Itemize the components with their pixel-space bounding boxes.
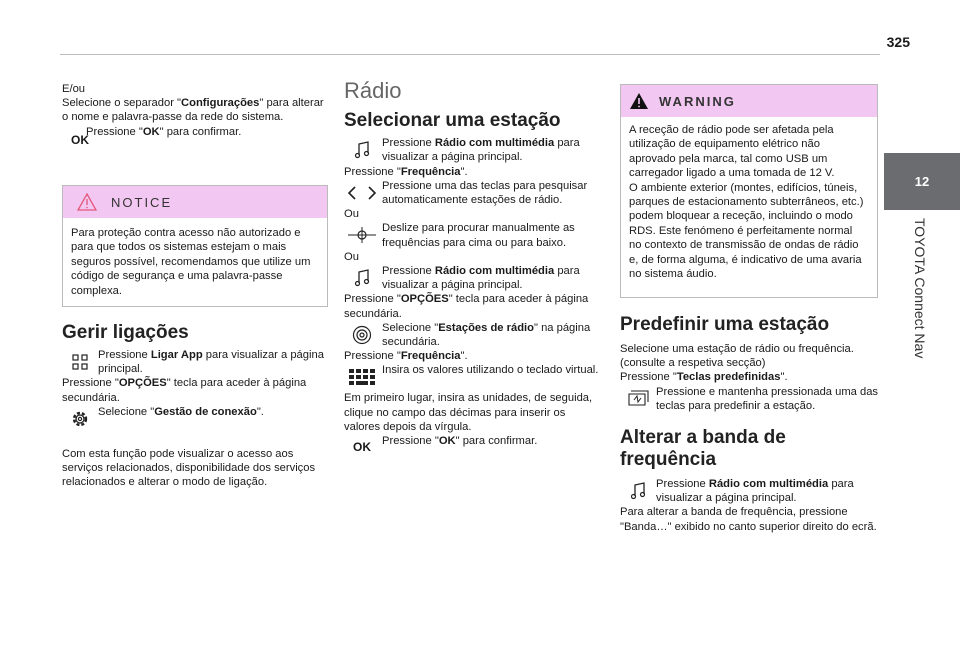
ok-step bbox=[62, 125, 326, 149]
step-ligar-app bbox=[62, 348, 326, 376]
warning-header bbox=[621, 85, 877, 117]
music-note-icon bbox=[344, 264, 380, 292]
section-heading-predefinir: Predefinir uma estação bbox=[620, 314, 830, 335]
step-radio-1 bbox=[344, 136, 602, 164]
radio-title: Rádio bbox=[344, 78, 402, 103]
radio-broadcast-icon bbox=[344, 321, 380, 349]
section-heading-alterar: Alterar a banda de frequência bbox=[620, 427, 786, 471]
column-1 bbox=[62, 82, 326, 149]
step-frequencia: Pressione "Frequência". bbox=[344, 165, 468, 178]
chapter-label-text: TOYOTA Connect Nav bbox=[912, 218, 928, 359]
header-rule bbox=[60, 54, 880, 55]
notice-box bbox=[62, 185, 328, 307]
warning-body bbox=[621, 117, 877, 289]
ok-step-2-text: Pressione "OK" para confirmar. bbox=[382, 435, 538, 448]
step-opcoes-2: Pressione "OPÇÕES" tecla para aceder à página secundária. bbox=[344, 293, 589, 320]
step-slide-text: Deslize para procurar manualmente as frequências para cima ou para baixo. bbox=[382, 222, 575, 249]
intro-paragraph: Selecione o separador "Configurações" para alterar o nome e palavra-passe da rede do sistema. bbox=[62, 97, 324, 124]
step-seek-text: Pressione uma das teclas para pesquisar automaticamente estações de rádio. bbox=[382, 179, 588, 207]
step-radio-3-text: Pressione Rádio com multimédia para visualizar a página principal. bbox=[656, 478, 854, 505]
gear-icon bbox=[62, 405, 98, 433]
keyboard-icon bbox=[344, 363, 380, 391]
ok-icon: OK bbox=[71, 132, 89, 147]
step-radio-1-text: Pressione Rádio com multimédia para visualizar a página principal. bbox=[382, 137, 580, 164]
step-estacoes-text: Selecione "Estações de rádio" na página secundária. bbox=[382, 321, 591, 349]
banda-paragraph: Para alterar a banda de frequência, pressione "Banda…" exibido no canto superior direito do ecrã. bbox=[620, 506, 877, 533]
warning-triangle-icon bbox=[77, 193, 97, 211]
column-2 bbox=[344, 78, 602, 456]
chapter-label bbox=[880, 218, 960, 408]
warning-text-1: A receção de rádio pode ser afetada pela utilização de equipamento elétrico não aprovado pela marca, tal como USB um carregador ligado a uma tomada de 12 V. bbox=[629, 124, 835, 180]
grid-apps-icon bbox=[62, 348, 98, 376]
step-hold bbox=[620, 385, 880, 413]
step-radio-2-text: Pressione Rádio com multimédia para visualizar a página principal. bbox=[382, 265, 580, 292]
notice-text: Para proteção contra acesso não autorizado e para que todos os sistemas estejam o mais seguros possível, recomendamos que utilize um código de segurança e uma palavra-passe complexa. bbox=[71, 227, 311, 297]
predefinir-paragraph: Selecione uma estação de rádio ou frequência. (consulte a respetiva secção) bbox=[620, 343, 854, 370]
warning-box bbox=[620, 84, 878, 298]
step-keyboard-text: Insira os valores utilizando o teclado virtual. bbox=[382, 364, 599, 377]
step-opcoes: Pressione "OPÇÕES" tecla para aceder à página secundária. bbox=[62, 377, 307, 404]
notice-header bbox=[63, 186, 327, 218]
chevrons-left-right-icon bbox=[344, 179, 380, 207]
tuning-slider-icon bbox=[344, 221, 380, 249]
preset-stack-icon bbox=[620, 385, 656, 413]
warning-title: WARNING bbox=[659, 93, 736, 109]
step-radio-3 bbox=[620, 477, 880, 505]
notice-title: NOTICE bbox=[111, 194, 173, 210]
ok-step-text: Pressione "OK" para confirmar. bbox=[86, 125, 242, 138]
step-estacoes bbox=[344, 321, 602, 349]
or-2: Ou bbox=[344, 250, 359, 263]
ok-step-2 bbox=[344, 434, 602, 456]
or-1: Ou bbox=[344, 208, 359, 221]
step-seek bbox=[344, 179, 602, 207]
music-note-icon bbox=[620, 477, 656, 505]
warning-text-2: O ambiente exterior (montes, edifícios, túneis, parques de estacionamento subterrâneos, etc.) podem bloquear a receção, incluindo o modo RDS. Este fenómeno é perfeitamente normal no contexto de transmissão de ondas de rádio e, de forma alguma, é indicativo de uma avaria no sistema áudio. bbox=[629, 181, 864, 281]
step-radio-2 bbox=[344, 264, 602, 292]
ok-icon: OK bbox=[353, 439, 371, 454]
closing-paragraph: Com esta função pode visualizar o acesso aos serviços relacionados, disponibilidade dos serviços relacionados e alterar o modo de ligação. bbox=[62, 447, 316, 489]
column-1-lower bbox=[62, 322, 326, 489]
step-ligar-app-text: Pressione Ligar App para visualizar a página principal. bbox=[98, 349, 324, 376]
step-gestao bbox=[62, 405, 326, 433]
step-gestao-text: Selecione "Gestão de conexão". bbox=[98, 405, 264, 418]
step-slide bbox=[344, 221, 602, 249]
step-hold-text: Pressione e mantenha pressionada uma das teclas para predefinir a estação. bbox=[656, 385, 879, 412]
section-heading-selecionar: Selecionar uma estação bbox=[344, 110, 561, 132]
step-frequencia-2: Pressione "Frequência". bbox=[344, 350, 468, 363]
section-heading-gerir: Gerir ligações bbox=[62, 322, 189, 343]
warning-triangle-icon bbox=[629, 92, 649, 110]
column-3-lower bbox=[620, 314, 880, 534]
step-teclas: Pressione "Teclas predefinidas". bbox=[620, 371, 788, 384]
chapter-tab: 12 bbox=[884, 153, 960, 210]
step-keyboard bbox=[344, 363, 602, 391]
units-paragraph: Em primeiro lugar, insira as unidades, de seguida, clique no campo das décimas para inserir os valores depois da vírgula. bbox=[344, 392, 593, 433]
intro-line: E/ou bbox=[62, 83, 86, 95]
music-note-icon bbox=[344, 136, 380, 164]
page-number: 325 bbox=[886, 34, 910, 50]
